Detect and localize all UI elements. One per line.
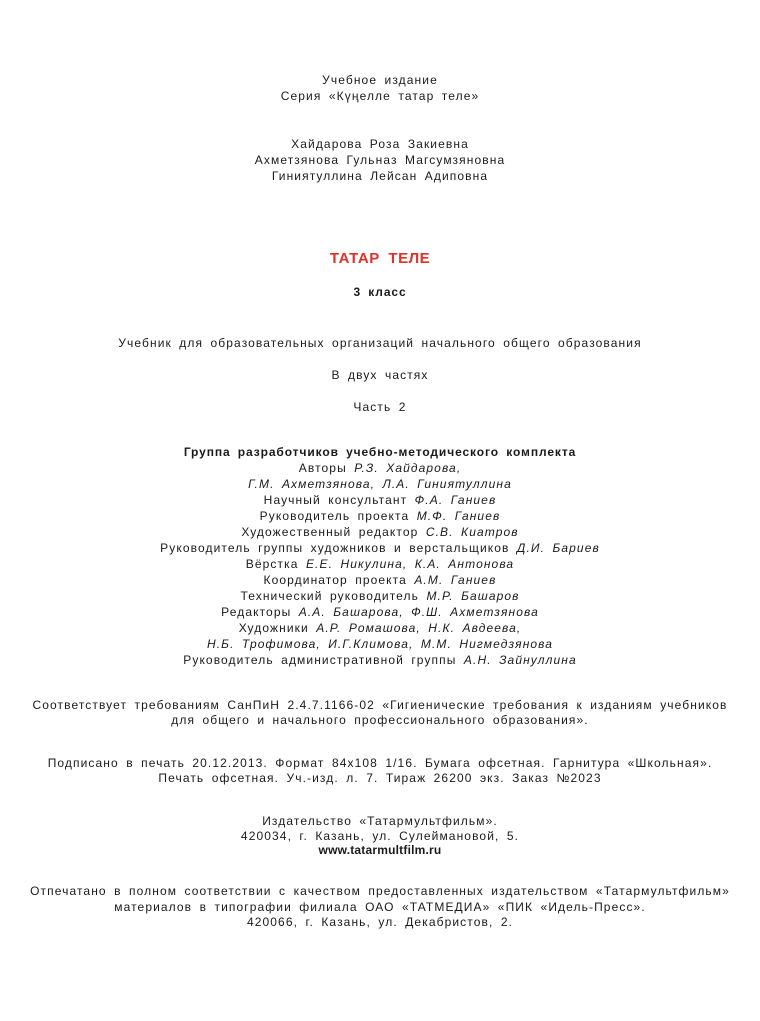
text-line — [0, 556, 760, 572]
text-segment: Отпечатано в полном соответствии с качеством предоставленных издательством «Татармультфильм» — [30, 884, 730, 898]
text-line — [0, 524, 760, 540]
text-line — [0, 284, 760, 300]
text-segment: Хайдарова Роза Закиевна — [291, 137, 469, 151]
text-segment: Ахметзянова Гульназ Магсумзяновна — [254, 153, 506, 167]
text-segment: Д.И. Бариев — [516, 541, 600, 555]
text-segment: Художники — [238, 621, 317, 635]
text-segment: Серия «Күңелле татар теле» — [280, 89, 480, 103]
text-segment: А.Н. Зайнуллина — [463, 653, 577, 667]
text-segment: ТАТАР ТЕЛЕ — [329, 250, 431, 267]
text-segment: Руководитель группы художников и верстальщиков — [160, 541, 517, 555]
text-segment: Руководитель проекта — [259, 509, 417, 523]
text-segment: Научный консультант — [263, 493, 415, 507]
text-line — [0, 367, 760, 383]
text-line — [0, 399, 760, 415]
text-line — [0, 540, 760, 556]
text-line — [0, 883, 760, 899]
text-segment: А.М. Ганиев — [414, 573, 497, 587]
text-segment: 420066, г. Казань, ул. Декабристов, 2. — [246, 915, 514, 929]
text-segment: Соответствует требованиям СанПиН 2.4.7.1166-02 «Гигиенические требования к изданиям учебников — [32, 698, 728, 712]
text-line — [0, 813, 760, 829]
text-segment: Р.З. Хайдарова, — [354, 461, 462, 475]
book-title — [0, 251, 760, 267]
text-line — [0, 168, 760, 184]
text-line — [0, 508, 760, 524]
text-segment: для общего и начального профессионального образования». — [171, 713, 589, 727]
text-segment: Гиниятуллина Лейсан Адиповна — [271, 169, 489, 183]
text-segment: Группа разработчиков учебно-методического комплекта — [183, 445, 577, 459]
text-segment: Печать офсетная. Уч.-изд. л. 7. Тираж 26200 экз. Заказ №2023 — [158, 771, 602, 785]
text-line — [0, 914, 760, 930]
text-segment: Авторы — [298, 461, 355, 475]
text-segment: С.В. Киатров — [425, 525, 519, 539]
text-segment: М.Ф. Ганиев — [416, 509, 501, 523]
text-segment: Руководитель административной группы — [183, 653, 464, 667]
text-line — [0, 444, 760, 460]
text-segment: Координатор проекта — [263, 573, 415, 587]
text-line — [0, 899, 760, 915]
text-line — [0, 588, 760, 604]
text-segment: www.tatarmultfilm.ru — [318, 843, 442, 857]
text-line — [0, 572, 760, 588]
text-segment: В двух частях — [331, 368, 429, 382]
text-segment: 3 класс — [353, 285, 407, 299]
text-segment: Художественный редактор — [241, 525, 426, 539]
text-segment: Е.Е. Никулина, К.А. Антонова — [305, 557, 515, 571]
text-segment: Технический руководитель — [240, 589, 427, 603]
text-line — [0, 712, 760, 728]
text-line — [0, 604, 760, 620]
text-line — [0, 620, 760, 636]
text-segment: 420034, г. Казань, ул. Сулеймановой, 5. — [240, 829, 520, 843]
text-segment: Вёрстка — [245, 557, 306, 571]
text-line — [0, 770, 760, 786]
text-line — [0, 476, 760, 492]
publisher-website[interactable] — [0, 842, 760, 858]
text-segment: Ф.А. Ганиев — [414, 493, 497, 507]
text-line — [0, 652, 760, 668]
text-segment: Редакторы — [221, 605, 299, 619]
text-segment: Г.М. Ахметзянова, Л.А. Гиниятуллина — [248, 477, 512, 491]
text-segment: Учебник для образовательных организаций начального общего образования — [118, 336, 642, 350]
text-segment: А.А. Башарова, Ф.Ш. Ахметзянова — [298, 605, 539, 619]
text-segment: Учебное издание — [322, 73, 438, 87]
text-line — [0, 88, 760, 104]
text-line — [0, 492, 760, 508]
text-segment: Н.Б. Трофимова, И.Г.Климова, М.М. Нигмедзянова — [206, 637, 554, 651]
text-line — [0, 697, 760, 713]
text-line — [0, 72, 760, 88]
text-segment: Издательство «Татармультфильм». — [262, 814, 498, 828]
text-segment: материалов в типографии филиала ОАО «ТАТМЕДИА» «ПИК «Идель-Пресс». — [114, 900, 646, 914]
text-line — [0, 136, 760, 152]
text-segment: Подписано в печать 20.12.2013. Формат 84x108 1/16. Бумага офсетная. Гарнитура «Школьная». — [47, 756, 713, 770]
text-segment: Часть 2 — [353, 400, 407, 414]
text-segment: А.Р. Ромашова, Н.К. Авдеева, — [316, 621, 522, 635]
text-line — [0, 460, 760, 476]
text-segment: М.Р. Башаров — [426, 589, 520, 603]
text-line — [0, 636, 760, 652]
text-line — [0, 755, 760, 771]
text-line — [0, 152, 760, 168]
text-line — [0, 335, 760, 351]
